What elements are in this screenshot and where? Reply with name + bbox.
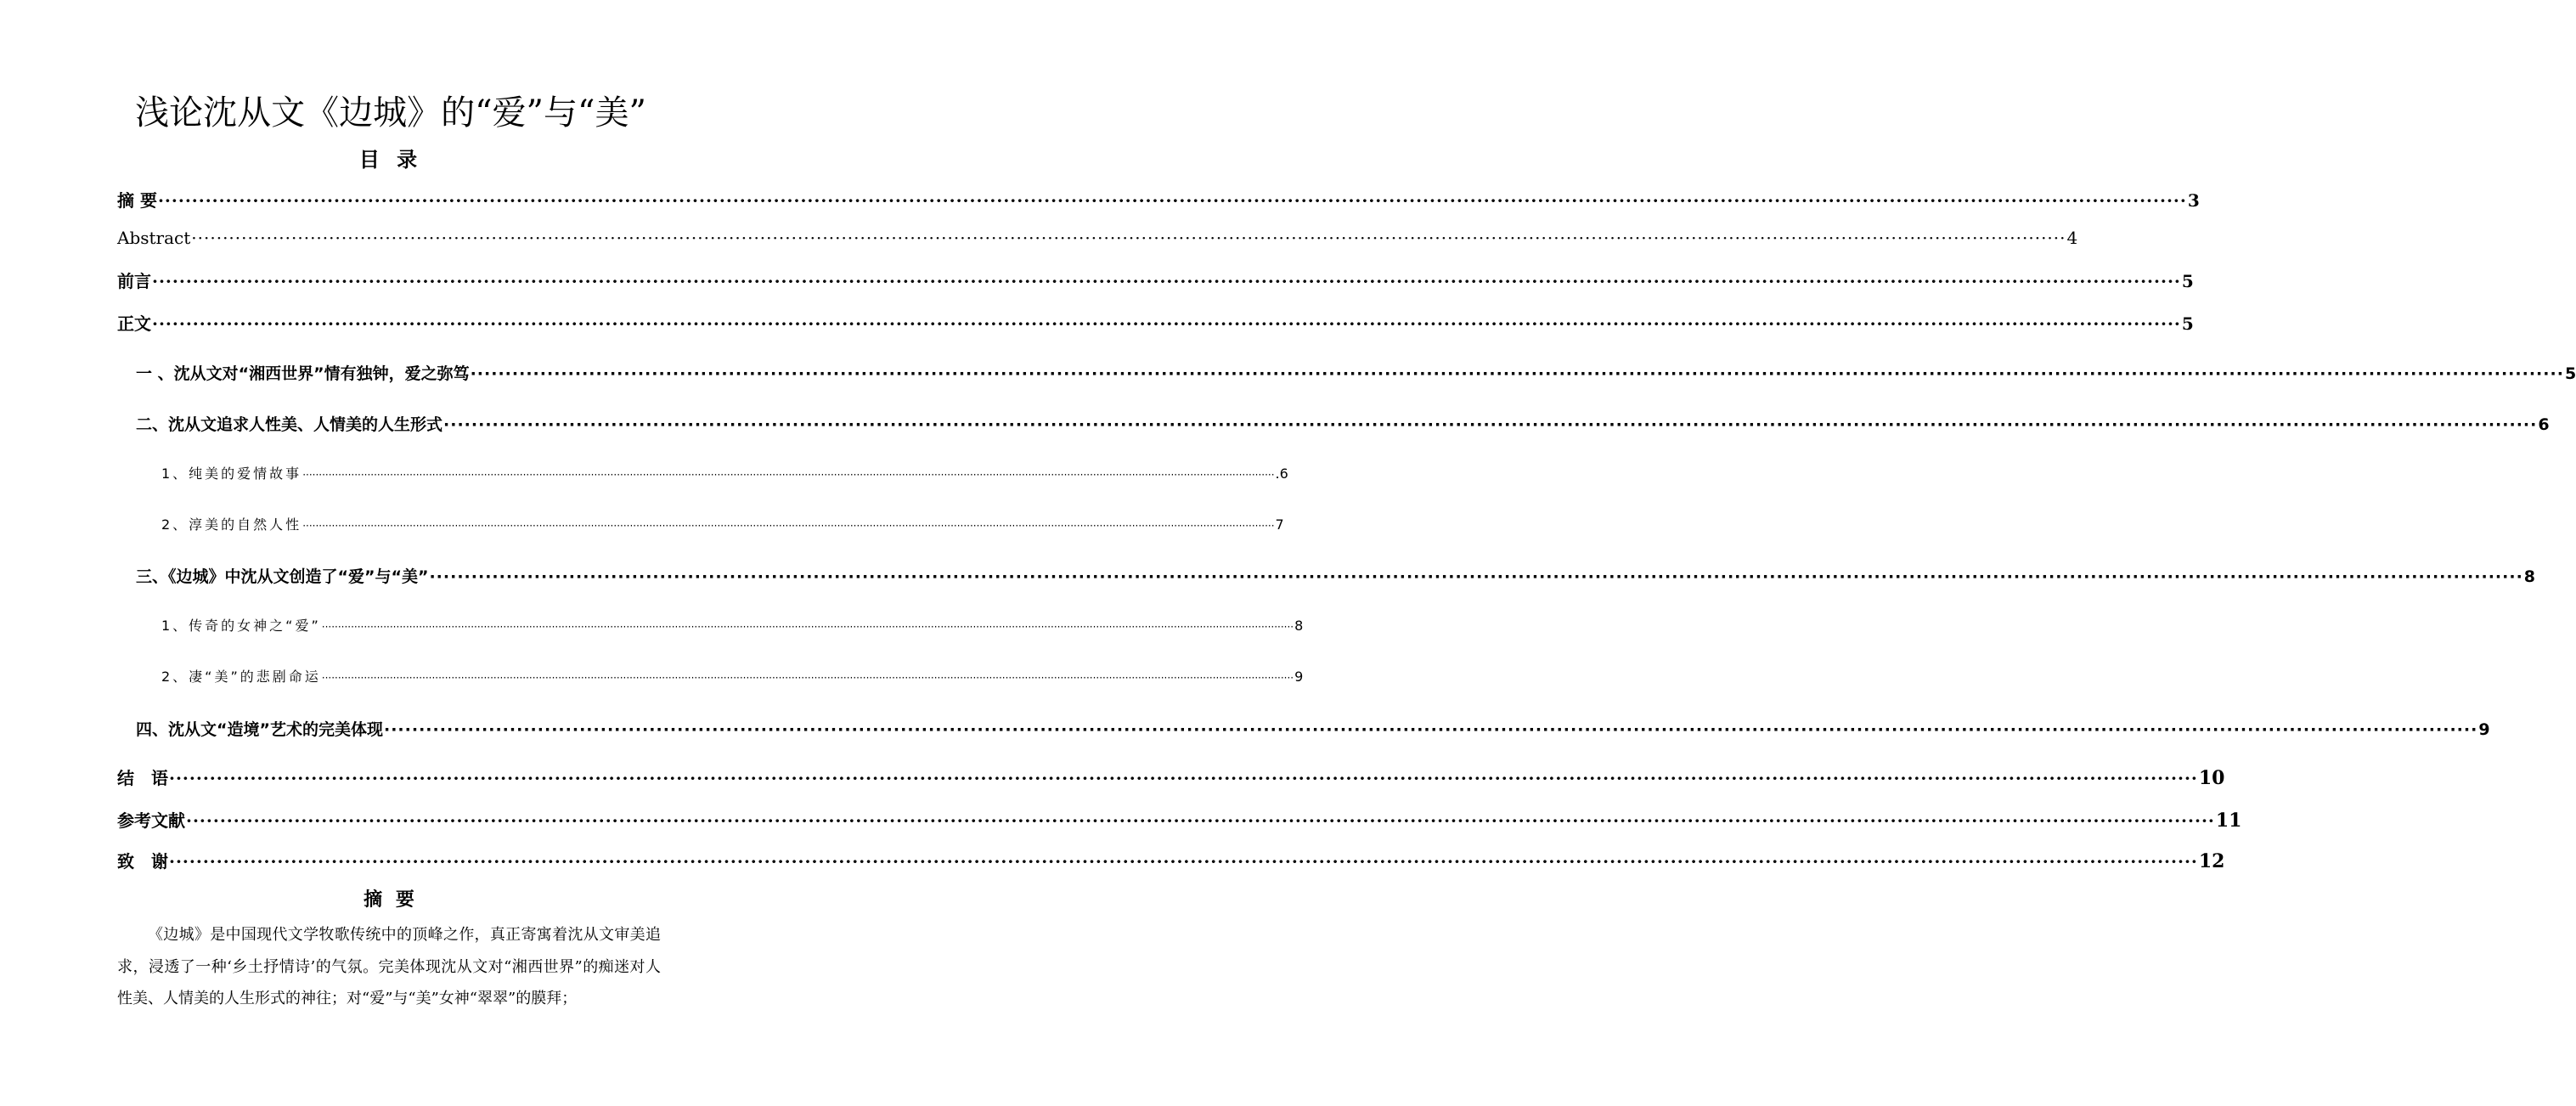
- toc-page-number: 11: [2215, 810, 2242, 832]
- toc-entry-label: 正文: [117, 313, 151, 334]
- leader-dots: ············································································································································································································································································································: [321, 621, 1294, 633]
- leader-dots: ············································································································································································································································································································: [169, 768, 2198, 788]
- toc-page-number: 9: [1294, 669, 1304, 685]
- leader-dots: ············································································································································································································································································································: [152, 313, 2181, 334]
- leader-dots: ············································································································································································································································································································: [152, 271, 2181, 291]
- leader-dots: ············································································································································································································································································································: [157, 190, 2187, 211]
- toc-page-number: 8: [2523, 567, 2536, 586]
- toc-entry[interactable]: [136, 717, 2490, 740]
- toc-entry-label: 1、纯美的爱情故事: [161, 466, 302, 482]
- abstract-heading: 摘 要: [364, 889, 418, 911]
- leader-dots: ············································································································································································································································································································: [443, 415, 2538, 434]
- toc-entry[interactable]: [161, 514, 1284, 533]
- toc-entry[interactable]: [117, 310, 2194, 335]
- toc-entry-label: 四、沈从文“造境”艺术的完美体现: [136, 720, 383, 739]
- toc-page-number: 5: [2564, 364, 2576, 383]
- toc-page-number: 7: [1275, 516, 1284, 533]
- toc-page-number: 5: [2181, 271, 2194, 291]
- toc-entry[interactable]: [161, 615, 1304, 635]
- toc-page-number: 10: [2198, 767, 2225, 789]
- toc-heading: 目 录: [358, 148, 423, 172]
- leader-dots: ············································································································································································································································································································: [169, 851, 2198, 872]
- toc-entry-label: 致 谢: [117, 851, 168, 872]
- toc-entry[interactable]: [117, 848, 2225, 872]
- leader-dots: ············································································································································································································································································································: [191, 228, 2066, 248]
- toc-entry-label: 一 、沈从文对“湘西世界”情有独钟，爱之弥笃: [136, 364, 470, 383]
- leader-dots: ············································································································································································································································································································: [429, 567, 2523, 586]
- toc-page-number: .6: [1275, 466, 1288, 482]
- leader-dots: ············································································································································································································································································································: [470, 364, 2564, 383]
- toc-page-number: 4: [2066, 228, 2078, 248]
- leader-dots: ············································································································································································································································································································: [186, 810, 2215, 831]
- toc-page-number: 6: [2538, 415, 2550, 434]
- toc-entry-label: 结 语: [117, 768, 168, 788]
- toc-entry-label: 二、沈从文追求人性美、人情美的人生形式: [136, 415, 443, 434]
- toc-entry-label: Abstract: [117, 228, 191, 248]
- toc-entry-label: 参考文献: [117, 810, 185, 831]
- toc-entry[interactable]: [117, 268, 2194, 292]
- toc-entry[interactable]: [161, 463, 1288, 482]
- toc-page-number: 8: [1294, 618, 1304, 634]
- toc-entry-label: 摘 要: [117, 190, 157, 211]
- toc-entry-label: 2、淳美的自然人性: [161, 516, 302, 533]
- toc-entry-label: 1、传奇的女神之“爱”: [161, 618, 321, 634]
- toc-page-number: 3: [2187, 190, 2200, 211]
- toc-entry[interactable]: [136, 361, 2576, 384]
- toc-entry-label: 三、《边城》中沈从文创造了“爱”与“美”: [136, 567, 429, 586]
- document-title: 浅论沈从文《边城》的“爱”与“美”: [135, 93, 646, 133]
- toc-entry-label: 前言: [117, 271, 151, 291]
- toc-entry[interactable]: [161, 666, 1304, 686]
- toc-entry[interactable]: [136, 412, 2550, 435]
- toc-entry[interactable]: [117, 765, 2225, 789]
- leader-dots: ············································································································································································································································································································: [302, 469, 1275, 481]
- leader-dots: ············································································································································································································································································································: [321, 672, 1294, 684]
- toc-entry[interactable]: [136, 564, 2536, 587]
- toc-page-number: 12: [2198, 850, 2225, 872]
- leader-dots: ············································································································································································································································································································: [383, 720, 2478, 739]
- toc-entry-label: 2、凄“美”的悲剧命运: [161, 669, 321, 685]
- toc-entry[interactable]: [117, 807, 2242, 832]
- leader-dots: ············································································································································································································································································································: [302, 520, 1275, 532]
- toc-page-number: 9: [2478, 720, 2490, 739]
- abstract-paragraph: 《边城》是中国现代文学牧歌传统中的顶峰之作，真正寄寓着沈从文审美追求，浸透了一种‘乡土抒情诗’的气氛。完美体现沈从文对“湘西世界”的痴迷对人性美、人情美的人生形式的神往；对“爱”与“美”女神“翠翠”的膜拜；: [117, 926, 661, 1007]
- toc-entry[interactable]: [117, 187, 2200, 212]
- toc-page-number: 5: [2181, 313, 2194, 334]
- toc-entry[interactable]: [117, 228, 2078, 248]
